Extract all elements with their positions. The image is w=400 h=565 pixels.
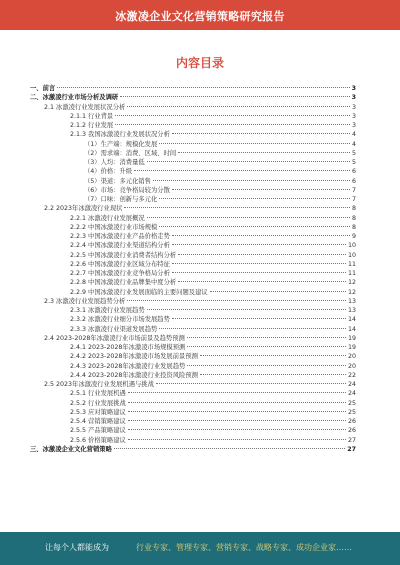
toc-entry-page: 3 [351,103,356,111]
toc-entry[interactable] [30,260,356,269]
toc-entry[interactable] [30,352,356,361]
toc-entry-text: （7）口味：创新与多元化 [84,196,158,203]
toc-entry-text: 2.2.2 中国冰激凌行业市场规模 [70,223,158,231]
toc-entry-page: 26 [347,418,356,425]
toc-entry-page: 13 [347,307,356,314]
toc-entry-text: 2.2.8 中国冰激凌行业品牌集中度分析 [70,279,177,287]
toc-entry[interactable] [30,232,356,241]
toc-entry-text: 2.2.3 中国冰激凌行业产品价格走势 [70,233,170,240]
toc-entry-page: 14 [347,325,356,333]
toc-entry-page: 4 [351,140,356,148]
toc-entry[interactable] [30,389,356,398]
toc-entry-text: 2.1.1 行业背景 [70,112,114,120]
dot-leader [159,328,346,329]
footer-slogan-left: 让每个人都能成为 [45,543,109,552]
dot-leader [127,106,350,107]
toc-entry-text: 2.2.5 中国冰激凌行业消费者结构分析 [70,251,177,259]
toc-entry[interactable] [30,112,356,121]
toc-entry[interactable] [30,214,356,223]
toc-entry[interactable] [30,84,356,93]
dot-leader [153,180,350,181]
dot-leader [172,318,346,319]
dot-leader [114,448,345,449]
toc-entry[interactable] [30,204,356,213]
dot-leader [115,124,350,125]
toc-entry[interactable] [30,121,356,130]
dot-leader [128,392,346,393]
toc-entry-page: 25 [347,408,356,416]
dot-leader [172,235,350,236]
toc-entry-text: 三、冰激凌企业文化营销策略 [30,445,112,453]
dot-leader [178,254,346,255]
toc-entry-page: 10 [347,242,356,250]
toc-entry[interactable] [30,426,356,435]
toc-entry[interactable] [30,278,356,287]
toc-entry[interactable] [30,186,356,195]
toc-entry-text: 2.4 2023-2028年冰激凌行业市场前景及趋势预测 [44,334,185,342]
toc-title: 内容目录 [175,56,224,70]
toc-entry-text: 2.3.2 冰激凌行业细分市场发展趋势 [70,316,170,324]
toc-entry-page: 20 [347,353,356,361]
toc-entry[interactable] [30,241,356,250]
dot-leader [159,143,350,144]
footer-band [0,532,400,565]
toc-entry-page: 14 [347,316,356,324]
dot-leader [187,346,346,347]
toc-entry-page: 5 [351,149,356,157]
dot-leader [172,189,350,190]
dot-leader [147,217,350,218]
toc-entry-text: 2.3.3 冰激凌行业渠道发展趋势 [70,325,158,333]
toc-entry-text: 2.1.2 行业发展 [70,122,114,129]
toc-entry[interactable] [30,158,356,167]
toc-entry-text: 2.5.2 行业发展挑战 [70,399,126,407]
toc-entry[interactable] [30,408,356,417]
toc-entry-text: 2.1.3 我国冰激凌行业发展状况分析 [70,131,170,139]
toc-entry-page: 8 [351,223,356,231]
toc-entry[interactable] [30,251,356,260]
toc-entry-page: 6 [351,177,356,185]
toc-entry-page: 10 [347,251,356,259]
toc-entry-text: 2.2 2023年冰激凌行业现状 [44,205,123,213]
dot-leader [172,272,346,273]
toc-entry-text: 二、冰激凌行业市场分析及调研 [30,94,119,102]
toc-entry-page: 11 [347,260,356,268]
toc-entry-text: 2.5.3 应对策略建议 [70,408,126,416]
toc-entry[interactable] [30,288,356,297]
toc-entry[interactable] [30,130,356,139]
toc-entry-page: 4 [351,131,356,139]
toc-entry[interactable] [30,399,356,408]
dot-leader [128,429,346,430]
toc-entry[interactable] [30,177,356,186]
dot-leader [187,365,346,366]
dot-leader [187,337,346,338]
toc-entry-text: 一、前言 [30,85,56,92]
dot-leader [178,281,346,282]
toc-entry-page: 8 [351,205,356,213]
toc-entry-page: 24 [347,390,356,398]
toc-entry-page: 9 [351,233,356,240]
dot-leader [200,374,346,375]
toc-entry-text: 2.2.6 中国冰激凌行业区域分布特征 [70,260,170,268]
toc-entry-page: 7 [351,186,356,194]
toc-entry-text: 2.5.4 营销策略建议 [70,418,126,425]
toc-entry-text: （3）人均：消费量低 [84,159,145,166]
toc-entry[interactable] [30,315,356,324]
toc-entry-page: 24 [347,381,356,388]
toc-entry-text: （6）市场：竞争格局较为分散 [84,186,170,194]
toc-entry[interactable] [30,380,356,389]
toc-entry[interactable] [30,306,356,315]
toc-entry-text: 2.3.1 冰激凌行业发展趋势 [70,307,145,314]
toc-entry-text: 2.2.9 中国冰激凌行业发展面临的主要问题及建议 [70,288,208,296]
toc-entry-page: 11 [347,270,356,277]
dot-leader [115,115,350,116]
toc-entry-page: 12 [347,288,356,296]
toc-entry-page: 19 [347,334,356,342]
toc-entry-page: 27 [347,445,356,453]
dot-leader [147,161,350,162]
dot-leader [128,420,346,421]
toc-entry-text: 2.2.7 中国冰激凌行业竞争格局分析 [70,270,170,277]
toc-entry-text: （4）价格：升级 [84,168,133,176]
toc-entry-text: 2.2.4 中国冰激凌行业渠道结构分析 [70,242,170,250]
dot-leader [172,263,346,264]
toc-entry-page: 5 [351,159,356,166]
dot-leader [120,96,349,97]
toc-entry-text: （2）需求端：消费、区域、时间 [84,149,177,157]
toc-entry-page: 26 [347,427,356,435]
dot-leader [178,152,350,153]
toc-entry-page: 3 [351,112,356,120]
toc-entry[interactable] [30,343,356,352]
toc-entry[interactable] [30,417,356,426]
toc-entry[interactable] [30,195,356,204]
toc-entry-text: 2.5.6 价格策略建议 [70,436,126,444]
toc-entry[interactable] [30,297,356,306]
toc-entry-page: 3 [351,122,356,129]
toc-entry-page: 7 [351,196,356,203]
toc-entry[interactable] [30,269,356,278]
toc-entry-text: 2.4.3 2023-2028年冰激凌行业发展趋势 [70,362,186,370]
dot-leader [200,355,346,356]
table-of-contents [30,84,356,454]
dot-leader [124,207,350,208]
toc-entry-text: 2.5.5 产品策略建议 [70,427,126,435]
toc-entry-text: 2.4.1 2023-2028年冰激凌市场规模预测 [70,344,186,351]
toc-entry[interactable] [30,334,356,343]
toc-entry-page: 19 [347,344,356,351]
dot-leader [147,309,346,310]
toc-entry-page: 8 [351,214,356,222]
toc-entry-text: （5）渠道：多元化销售 [84,177,151,185]
dot-leader [134,170,350,171]
toc-entry-page: 20 [347,362,356,370]
dot-leader [127,300,346,301]
footer-slogan-right: 行业专家、管理专家、营销专家、战略专家、成功企业家…… [136,543,352,552]
toc-entry-page: 27 [347,436,356,444]
toc-entry[interactable] [30,167,356,176]
dot-leader [210,291,346,292]
toc-entry-page: 13 [347,297,356,305]
toc-entry-text: 2.1 冰激凌行业发展状况分析 [44,103,126,111]
toc-entry-page: 3 [351,94,356,102]
toc-entry[interactable] [30,140,356,149]
toc-entry-text: （1）生产端：规模化发展 [84,140,158,148]
toc-entry[interactable] [30,445,356,454]
toc-entry-text: 2.2.1 冰激凌行业发展概况 [70,214,145,222]
toc-entry[interactable] [30,325,356,334]
toc-entry-page: 6 [351,168,356,176]
dot-leader [128,439,346,440]
dot-leader [156,383,346,384]
toc-entry-page: 25 [347,399,356,407]
toc-entry[interactable] [30,371,356,380]
toc-entry[interactable] [30,223,356,232]
toc-entry-text: 2.4.4 2023-2028年冰激凌行业投资风险预测 [70,371,198,379]
dot-leader [159,226,350,227]
dot-leader [159,198,350,199]
toc-entry-page: 12 [347,279,356,287]
toc-entry[interactable] [30,103,356,112]
toc-entry[interactable] [30,362,356,371]
toc-entry-text: 2.5.1 行业发展机遇 [70,390,126,398]
dot-leader [172,244,346,245]
dot-leader [128,411,346,412]
toc-entry-page: 22 [347,371,356,379]
dot-leader [57,87,349,88]
toc-entry[interactable] [30,436,356,445]
dot-leader [128,402,346,403]
toc-entry-text: 2.3 冰激凌行业发展趋势分析 [44,297,126,305]
toc-entry-text: 2.4.2 2023-2028年冰激凌市场发展前景预测 [70,353,198,361]
dot-leader [172,133,350,134]
toc-entry[interactable] [30,149,356,158]
document-title: 冰激凌企业文化营销策略研究报告 [115,10,285,23]
toc-entry-text: 2.5 2023年冰激凌行业发展机遇与挑战 [44,381,154,388]
toc-entry[interactable] [30,93,356,102]
toc-entry-page: 3 [351,85,356,92]
